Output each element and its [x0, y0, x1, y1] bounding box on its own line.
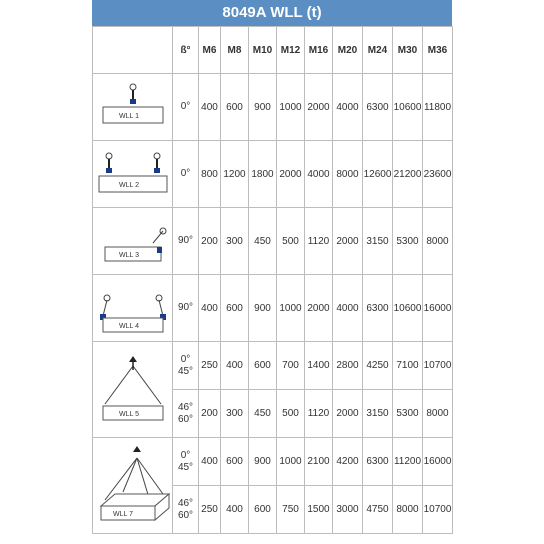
wll-value-cell: 1000	[277, 74, 305, 141]
angle-value: 0°	[180, 353, 191, 365]
wll-value-cell: 4200	[333, 438, 363, 486]
wll-value-cell: 300	[221, 390, 249, 438]
wll-table-panel	[92, 0, 452, 534]
angle-cell	[173, 141, 199, 208]
wll-value-cell: 10700	[423, 486, 453, 534]
lifting-diagram-image	[93, 444, 173, 528]
wll-value-cell: 7100	[393, 342, 423, 390]
diagram-label: WLL 3	[119, 252, 139, 259]
header-cell: M20	[333, 27, 363, 74]
lifting-diagram-image	[93, 146, 173, 202]
angle-value: 90°	[177, 302, 194, 313]
wll-value-cell: 8000	[423, 390, 453, 438]
wll-value-cell: 23600	[423, 141, 453, 208]
wll-value-cell: 10600	[393, 275, 423, 342]
lifting-diagram-image	[93, 79, 173, 135]
wll-value-cell: 12600	[363, 141, 393, 208]
diagram-cell	[93, 438, 173, 534]
wll-value-cell: 600	[249, 486, 277, 534]
wll-value-cell: 1500	[305, 486, 333, 534]
wll-value-cell: 8000	[393, 486, 423, 534]
wll-value-cell: 400	[199, 74, 221, 141]
wll-value-cell: 250	[199, 486, 221, 534]
wll-value-cell: 4000	[305, 141, 333, 208]
angle-value: 0°	[180, 168, 191, 179]
diagram-label: WLL 1	[119, 113, 139, 120]
wll-value-cell: 1800	[249, 141, 277, 208]
diagram-cell	[93, 141, 173, 208]
wll-value-cell: 4000	[333, 74, 363, 141]
diagram-label: WLL 2	[119, 182, 139, 189]
wll-value-cell: 8000	[333, 141, 363, 208]
wll-value-cell: 10700	[423, 342, 453, 390]
wll-value-cell: 600	[221, 275, 249, 342]
wll-value-cell: 300	[221, 208, 249, 275]
wll-value-cell: 900	[249, 275, 277, 342]
wll-value-cell: 500	[277, 208, 305, 275]
wll-value-cell: 750	[277, 486, 305, 534]
header-cell: M8	[221, 27, 249, 74]
header-row	[93, 27, 453, 74]
diagram-cell	[93, 275, 173, 342]
table-row	[93, 275, 453, 342]
wll-value-cell: 4750	[363, 486, 393, 534]
wll-value-cell: 2000	[305, 275, 333, 342]
angle-cell	[173, 74, 199, 141]
wll-value-cell: 1000	[277, 275, 305, 342]
wll-value-cell: 600	[221, 74, 249, 141]
angle-value: 90°	[177, 235, 194, 246]
wll-value-cell: 200	[199, 208, 221, 275]
wll-value-cell: 5300	[393, 208, 423, 275]
diagram-label: WLL 4	[119, 323, 139, 330]
wll-value-cell: 16000	[423, 438, 453, 486]
table-title: 8049A WLL (t)	[92, 0, 452, 26]
header-cell: M16	[305, 27, 333, 74]
diagram-cell	[93, 74, 173, 141]
wll-value-cell: 1120	[305, 390, 333, 438]
diagram-cell	[93, 208, 173, 275]
diagram-label: WLL 7	[113, 510, 133, 518]
angle-cell	[173, 275, 199, 342]
table-row	[93, 438, 453, 486]
angle-value: 0°	[180, 449, 191, 461]
table-row	[93, 74, 453, 141]
angle-value: 46°	[177, 401, 194, 413]
header-cell: M10	[249, 27, 277, 74]
header-cell: M30	[393, 27, 423, 74]
wll-value-cell: 10600	[393, 74, 423, 141]
wll-value-cell: 21200	[393, 141, 423, 208]
wll-value-cell: 2800	[333, 342, 363, 390]
wll-value-cell: 900	[249, 74, 277, 141]
angle-cell	[173, 438, 199, 486]
header-cell: M36	[423, 27, 453, 74]
wll-value-cell: 600	[249, 342, 277, 390]
wll-value-cell: 400	[221, 342, 249, 390]
wll-value-cell: 3150	[363, 208, 393, 275]
wll-value-cell: 400	[221, 486, 249, 534]
wll-table	[92, 26, 453, 534]
lifting-diagram-image	[93, 213, 173, 269]
angle-value: 60°	[177, 413, 194, 425]
wll-value-cell: 250	[199, 342, 221, 390]
wll-value-cell: 4250	[363, 342, 393, 390]
wll-value-cell: 5300	[393, 390, 423, 438]
wll-value-cell: 2000	[333, 390, 363, 438]
diagram-header	[93, 27, 173, 74]
angle-value: 46°	[177, 497, 194, 509]
wll-value-cell: 3000	[333, 486, 363, 534]
wll-value-cell: 3150	[363, 390, 393, 438]
table-row	[93, 342, 453, 390]
angle-value: 0°	[180, 101, 191, 112]
wll-value-cell: 11800	[423, 74, 453, 141]
wll-value-cell: 2000	[333, 208, 363, 275]
wll-value-cell: 1000	[277, 438, 305, 486]
wll-value-cell: 450	[249, 390, 277, 438]
angle-cell	[173, 390, 199, 438]
header-cell: M12	[277, 27, 305, 74]
angle-value: 45°	[177, 461, 194, 473]
wll-value-cell: 400	[199, 438, 221, 486]
angle-cell	[173, 486, 199, 534]
angle-cell	[173, 208, 199, 275]
wll-value-cell: 450	[249, 208, 277, 275]
wll-value-cell: 6300	[363, 275, 393, 342]
wll-value-cell: 6300	[363, 438, 393, 486]
wll-value-cell: 1120	[305, 208, 333, 275]
wll-value-cell: 16000	[423, 275, 453, 342]
wll-value-cell: 4000	[333, 275, 363, 342]
angle-value: 45°	[177, 365, 194, 377]
diagram-cell	[93, 342, 173, 438]
wll-value-cell: 1200	[221, 141, 249, 208]
wll-value-cell: 2000	[277, 141, 305, 208]
lifting-diagram-image	[93, 348, 173, 432]
wll-value-cell: 1400	[305, 342, 333, 390]
header-cell: M24	[363, 27, 393, 74]
angle-cell	[173, 342, 199, 390]
wll-value-cell: 800	[199, 141, 221, 208]
diagram-label: WLL 5	[119, 410, 139, 418]
wll-value-cell: 600	[221, 438, 249, 486]
wll-value-cell: 900	[249, 438, 277, 486]
wll-value-cell: 6300	[363, 74, 393, 141]
wll-value-cell: 2100	[305, 438, 333, 486]
wll-value-cell: 700	[277, 342, 305, 390]
wll-value-cell: 200	[199, 390, 221, 438]
wll-value-cell: 400	[199, 275, 221, 342]
wll-value-cell: 500	[277, 390, 305, 438]
angle-value: 60°	[177, 509, 194, 521]
lifting-diagram-image	[93, 280, 173, 336]
wll-value-cell: 11200	[393, 438, 423, 486]
header-cell: M6	[199, 27, 221, 74]
header-cell: ß°	[173, 27, 199, 74]
wll-value-cell: 2000	[305, 74, 333, 141]
table-row	[93, 208, 453, 275]
wll-value-cell: 8000	[423, 208, 453, 275]
table-row	[93, 141, 453, 208]
